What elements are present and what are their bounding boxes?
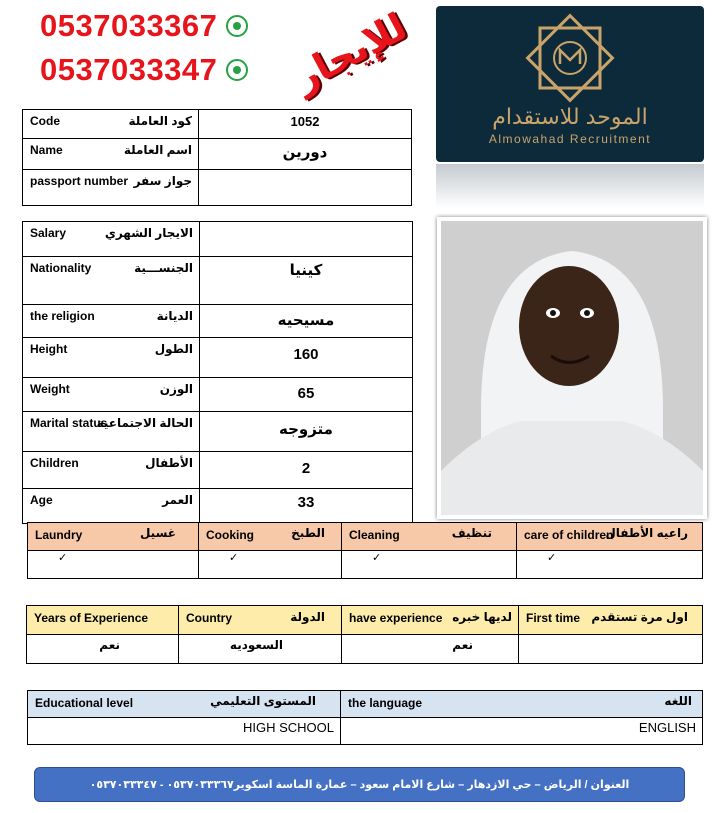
- code-label-en: Code: [30, 114, 60, 128]
- laundry-label-ar: غسيل: [139, 526, 176, 540]
- years-experience-label-en: Years of Experience: [34, 611, 149, 625]
- laundry-check-icon: ✓: [28, 551, 199, 579]
- religion-label-ar: الديانة: [156, 309, 193, 323]
- detail-row: [23, 412, 413, 452]
- children-value: 2: [200, 452, 413, 489]
- company-logo: [436, 6, 704, 162]
- code-label-ar: كود العاملة: [128, 114, 192, 128]
- phone-number-1: [40, 8, 248, 44]
- name-label-ar: اسم العاملة: [123, 143, 192, 157]
- marital-status-value: متزوجه: [200, 412, 413, 452]
- weight-label-en: Weight: [30, 382, 70, 396]
- age-value: 33: [200, 489, 413, 524]
- passport-label-en: passport number: [30, 174, 129, 188]
- logo-reflection: [436, 164, 704, 208]
- education-label-en: Educational level: [35, 696, 134, 710]
- laundry-label-en: Laundry: [35, 528, 83, 542]
- phone-text-2: 0537033347: [40, 52, 218, 87]
- passport-row: [23, 170, 412, 206]
- whatsapp-icon: [226, 59, 248, 81]
- language-label-en: the language: [348, 696, 423, 710]
- code-row: [23, 110, 412, 139]
- cooking-check-icon: ✓: [199, 551, 342, 579]
- education-table: [27, 690, 703, 745]
- have-experience-label-ar: لديها خبره: [452, 610, 512, 624]
- weight-value: 65: [200, 378, 413, 412]
- education-label-ar: المستوى التعليمي: [210, 694, 316, 708]
- religion-label-en: the religion: [30, 309, 95, 323]
- have-experience-value: نعم: [452, 638, 473, 652]
- height-value: 160: [200, 338, 413, 378]
- country-label-ar: الدولة: [290, 610, 325, 624]
- language-value: ENGLISH: [638, 720, 696, 735]
- whatsapp-icon: [226, 15, 248, 37]
- footer-address: العنوان / الرياض – حي الازدهار – شارع الامام سعود – عمارة الماسة اسكوير٠٥٣٧٠٣٣٣٦٧ - ٠٥٣٧٠٣٣٣٤٧: [89, 779, 630, 791]
- country-value: السعوديه: [229, 638, 283, 652]
- skills-table: [27, 522, 703, 579]
- passport-label-ar: جواز سفر: [133, 174, 192, 188]
- first-time-label-ar: اول مرة تستقدم: [591, 610, 688, 624]
- passport-value: [199, 170, 412, 206]
- detail-row: [23, 338, 413, 378]
- logo-english-text: Almowahad Recruitment: [488, 132, 652, 146]
- detail-row: [23, 257, 413, 305]
- height-label-ar: الطول: [154, 342, 193, 356]
- first-time-label-en: First time: [526, 611, 581, 625]
- cleaning-check-icon: ✓: [342, 551, 517, 579]
- worker-photo: [437, 217, 707, 519]
- children-label-ar: الأطفال: [145, 456, 193, 470]
- age-label-en: Age: [30, 493, 53, 507]
- cooking-label-ar: الطبخ: [291, 526, 325, 540]
- salary-label-ar: الايجار الشهري: [104, 226, 193, 240]
- skills-check-row: [28, 551, 703, 579]
- height-label-en: Height: [30, 342, 68, 356]
- nationality-value: كينيا: [200, 257, 413, 305]
- years-experience-value: نعم: [99, 638, 120, 652]
- country-label-en: Country: [186, 611, 232, 625]
- education-value-row: [28, 718, 703, 745]
- education-header-row: [28, 691, 703, 718]
- childcare-label-en: care of children: [524, 528, 614, 542]
- detail-row: [23, 452, 413, 489]
- code-value: 1052: [199, 110, 412, 139]
- children-label-en: Children: [30, 456, 79, 470]
- education-value: HIGH SCHOOL: [242, 720, 334, 735]
- nationality-label-en: Nationality: [30, 261, 92, 275]
- phone-text-1: 0537033367: [40, 8, 218, 43]
- cleaning-label-en: Cleaning: [349, 528, 400, 542]
- language-label-ar: اللغه: [664, 694, 692, 708]
- name-label-en: Name: [30, 143, 63, 157]
- childcare-label-ar: راعيه الأطفال: [605, 526, 688, 540]
- name-row: [23, 139, 412, 170]
- skills-header-row: [28, 523, 703, 551]
- detail-row: [23, 489, 413, 524]
- details-table: [22, 221, 413, 524]
- childcare-check-icon: ✓: [517, 551, 703, 579]
- salary-label-en: Salary: [30, 226, 67, 240]
- nationality-label-ar: الجنســـية: [134, 261, 193, 275]
- detail-row: [23, 305, 413, 338]
- rent-label: للإيجار: [287, 6, 414, 100]
- age-label-ar: العمر: [162, 493, 193, 507]
- footer-address-bar: [34, 767, 685, 802]
- experience-header-row: [27, 606, 703, 635]
- logo-emblem-icon: [436, 6, 704, 116]
- detail-row: [23, 378, 413, 412]
- basic-info-table: [22, 109, 412, 206]
- experience-table: [26, 605, 703, 664]
- marital-status-label-ar: الحالة الاجتماعية: [96, 416, 193, 430]
- cooking-label-en: Cooking: [206, 528, 254, 542]
- weight-label-ar: الوزن: [159, 382, 193, 396]
- experience-value-row: [27, 635, 703, 664]
- have-experience-label-en: have experience: [349, 611, 443, 625]
- marital-status-label-en: Marital status: [30, 416, 108, 430]
- religion-value: مسيحيه: [200, 305, 413, 338]
- salary-value: [200, 222, 413, 257]
- cleaning-label-ar: تنظيف: [451, 526, 492, 540]
- portrait-image: [441, 221, 703, 515]
- phone-number-2: [40, 52, 248, 88]
- detail-row: [23, 222, 413, 257]
- name-value: دورين: [199, 139, 412, 170]
- logo-arabic-text: الموحد للاستقدام: [492, 104, 648, 129]
